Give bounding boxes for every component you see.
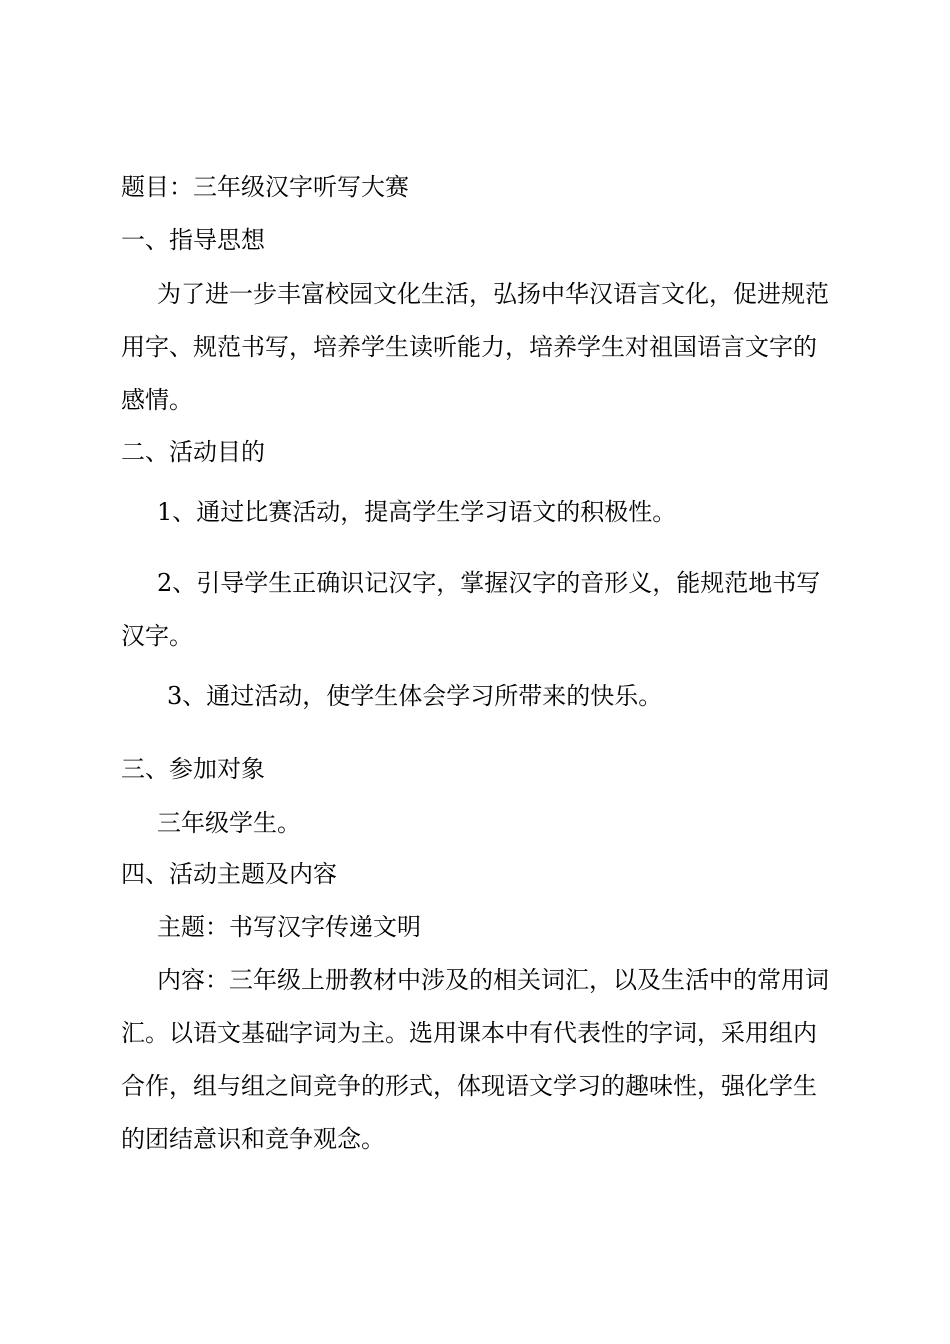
section-heading-participants: 三、参加对象 — [121, 755, 265, 783]
section-heading-activity-purpose: 二、活动目的 — [121, 438, 265, 466]
participants-text: 三年级学生。 — [157, 809, 301, 837]
document-title: 题目：三年级汉字听写大赛 — [121, 173, 409, 201]
content-line: 合作，组与组之间竞争的形式，体现语文学习的趣味性，强化学生 — [121, 1072, 817, 1100]
section-heading-theme-content: 四、活动主题及内容 — [121, 860, 337, 888]
paragraph-line: 感情。 — [121, 386, 193, 414]
paragraph-line: 用字、规范书写，培养学生读听能力，培养学生对祖国语言文字的 — [121, 333, 817, 361]
theme-text: 主题：书写汉字传递文明 — [157, 913, 421, 941]
list-item: 3、通过活动，使学生体会学习所带来的快乐。 — [167, 682, 663, 710]
paragraph-line: 为了进一步丰富校园文化生活，弘扬中华汉语言文化，促进规范 — [157, 280, 829, 308]
list-item-continuation: 汉字。 — [121, 622, 193, 650]
content-line: 汇。以语文基础字词为主。选用课本中有代表性的字词，采用组内 — [121, 1019, 817, 1047]
list-item: 1、通过比赛活动，提高学生学习语文的积极性。 — [157, 498, 677, 526]
content-line: 内容：三年级上册教材中涉及的相关词汇，以及生活中的常用词 — [157, 966, 829, 994]
section-heading-guiding-ideology: 一、指导思想 — [121, 226, 265, 254]
content-line: 的团结意识和竞争观念。 — [121, 1125, 385, 1153]
list-item: 2、引导学生正确识记汉字，掌握汉字的音形义，能规范地书写 — [157, 569, 821, 597]
